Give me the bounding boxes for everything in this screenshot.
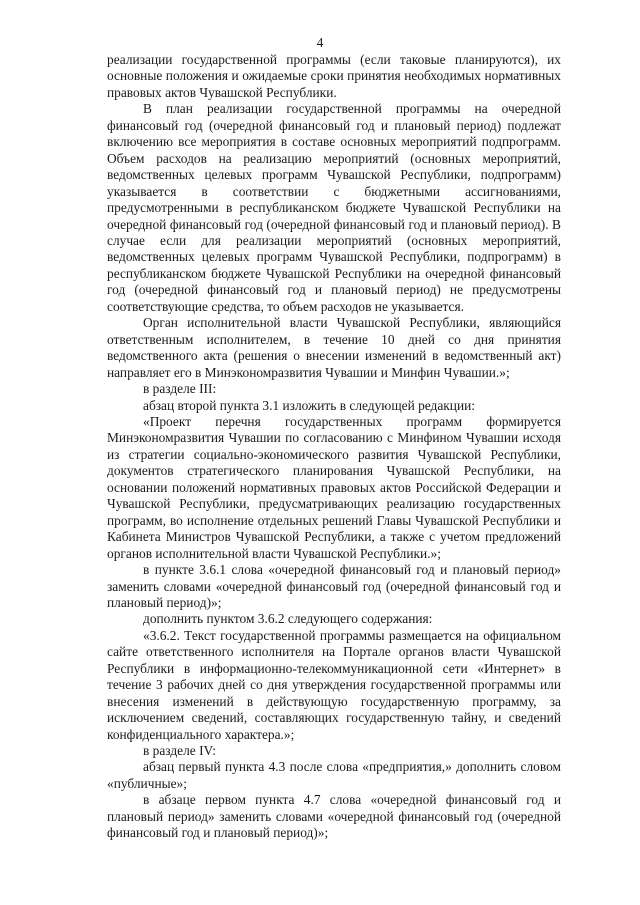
paragraph-clause-3-1: абзац второй пункта 3.1 изложить в следующей редакции: [143, 397, 476, 413]
paragraph-continuation: реализации государственной программы (если таковые планируются), их основные положения и ожидаемые сроки принятия необходимых нормативных правовых актов Чувашской Республики. [107, 52, 561, 100]
paragraph-clause-3-6-1: в пункте 3.6.1 слова «очередной финансовый год и плановый период» заменить словами «очередной финансовый год (очередной финансовый год и плановый период)»; [107, 562, 561, 610]
paragraph-clause-4-3: абзац первый пункта 4.3 после слова «предприятия,» дополнить словом «публичные»; [107, 759, 561, 791]
paragraph-section-iii: в разделе III: [143, 381, 217, 397]
document-body [107, 52, 561, 842]
paragraph-clause-3-6-2-text: «3.6.2. Текст государственной программы размещается на официальном сайте ответственного исполнителя на Портале органов власти Чувашской Республики в информационно-телекоммуникационной сети «Интернет» в течение 3 рабочих дней со дня утверждения государственной программы или внесения изменений в действующую государственную программу, за исключением сведений, составляющих государственную тайну, и сведений конфиденциального характера.»; [107, 627, 561, 742]
paragraph-program-list-draft: «Проект перечня государственных программ формируется Минэкономразвития Чувашии по согласованию с Минфином Чувашии исходя из стратегии социально-экономического развития Чувашской Республики, документов стратегического планирования Чувашской Республики, на основании положений нормативных правовых актов Российской Федерации и Чувашской Республики, предусматривающих реализацию государственных программ, во исполнение отдельных решений Главы Чувашской Республики и Кабинета Министров Чувашской Республики, а также с учетом предложений органов исполнительной власти Чувашской Республики.»; [107, 413, 561, 561]
paragraph-executive-body: Орган исполнительной власти Чувашской Республики, являющийся ответственным исполнителем, в течение 10 дней со дня принятия ведомственного акта (решения о внесении изменений в ведомственный акт) направляет его в Минэкономразвития Чувашии и Минфин Чувашии.»; [107, 315, 561, 380]
paragraph-clause-4-7: в абзаце первом пункта 4.7 слова «очередной финансовый год и плановый период» заменить словами «очередной финансовый год (очередной финансовый год и плановый период)»; [107, 792, 561, 841]
paragraph-plan-realization: В план реализации государственной программы на очередной финансовый год (очередной финансовый год и плановый период) подлежат включению все мероприятия в составе основных мероприятий подпрограмм. Объем расходов на реализацию мероприятий (основных мероприятий, ведомственных целевых программ Чувашской Республики, подпрограмм) указывается в соответствии с бюджетными ассигнованиями, предусмотренными в республиканском бюджете Чувашской Республики на очередной финансовый год (очередной финансовый год и плановый период). В случае если для реализации мероприятий (основных мероприятий, ведомственных целевых программ Чувашской Республики, подпрограмм) в республиканском бюджете Чувашской Республики на очередной финансовый год (очередной финансовый год и плановый период) не предусмотрены соответствующие средства, то объем расходов не указывается. [107, 101, 561, 314]
paragraph-add-clause-3-6-2: дополнить пунктом 3.6.2 следующего содержания: [143, 611, 433, 627]
paragraph-section-iv: в разделе IV: [143, 743, 216, 759]
page-number: 4 [316, 35, 324, 50]
